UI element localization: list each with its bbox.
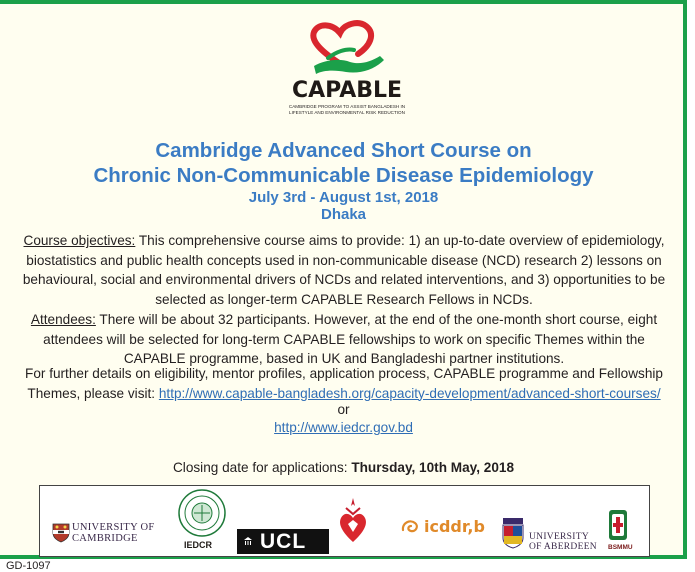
or-separator: or — [337, 402, 350, 417]
attendees-paragraph — [12, 310, 676, 369]
capable-logo — [284, 18, 410, 123]
closing-date — [0, 460, 687, 475]
capable-course-link[interactable]: http://www.capable-bangladesh.org/capacity-development/advanced-short-courses/ — [158, 385, 661, 401]
heart-hand-icon — [284, 18, 410, 80]
cambridge-line-2: CAMBRIDGE — [72, 533, 138, 544]
course-location: Dhaka — [320, 206, 367, 223]
course-dates: July 3rd - August 1st, 2018 — [248, 189, 439, 206]
attendees-label: Attendees: — [30, 312, 96, 327]
closing-label: Closing date for applications: — [172, 460, 352, 475]
bsmmu-crest-icon — [607, 508, 629, 542]
bsmmu-logo-text: BSMMU — [608, 544, 633, 551]
document-code: GD-1097 — [6, 560, 51, 572]
capable-tagline: CAMBRIDGE PROGRAM TO ASSIST BANGLADESH IN LIFESTYLE AND ENVIRONMENTAL RISK REDUCTION — [288, 104, 406, 115]
objectives-label: Course objectives: — [23, 233, 136, 248]
cambridge-crest-icon — [52, 523, 70, 543]
icddrb-swirl-icon — [400, 518, 422, 536]
ucl-logo-text: UCL — [260, 530, 307, 553]
iedcr-logo-text: IEDCR — [184, 540, 213, 550]
objectives-text: This comprehensive course aims to provide: 1) an up-to-date overview of epidemiology, biostatistics and public health concepts used in non-communicable disease (NCD) research 2) lessons on behavioural, social and environmental drivers of NCDs and related interventions, and 3) opportunities to be selected as longer-term CAPABLE Research Fellows in NCDs. — [22, 233, 666, 307]
attendees-text: There will be about 32 participants. However, at the end of the one-month short course, eight attendees will be selected for long-term CAPABLE fellowships to work on specific Themes within the CAPABLE programme, based in UK and Bangladeshi partner institutions. — [43, 312, 658, 366]
partner-logo-strip — [39, 485, 650, 557]
iedcr-link[interactable]: http://www.iedcr.gov.bd — [274, 420, 413, 435]
closing-date-value: Thursday, 10th May, 2018 — [351, 460, 515, 475]
aberdeen-line-2: OF ABERDEEN — [529, 542, 597, 552]
ucl-portico-icon — [243, 536, 253, 546]
details-paragraph — [12, 364, 676, 403]
course-title-line-2: Chronic Non-Communicable Disease Epidemiology — [93, 164, 594, 187]
aberdeen-line-1: UNIVERSITY — [529, 532, 589, 542]
icddrb-logo-text: icddr,b — [424, 517, 485, 536]
details-text: For further details on eligibility, mentor profiles, application process, CAPABLE programme and Fellowship Themes, please visit: — [25, 366, 663, 401]
heart-foundation-icon — [336, 494, 370, 548]
course-objectives-paragraph — [12, 231, 676, 309]
aberdeen-logo — [529, 532, 597, 552]
cambridge-logo — [72, 522, 155, 544]
aberdeen-crest-icon — [500, 516, 526, 550]
course-title-line-1: Cambridge Advanced Short Course on — [155, 139, 532, 162]
cambridge-line-1: UNIVERSITY OF — [72, 522, 155, 533]
iedcr-seal-icon — [178, 488, 226, 538]
capable-wordmark: CAPABLE — [291, 78, 403, 103]
